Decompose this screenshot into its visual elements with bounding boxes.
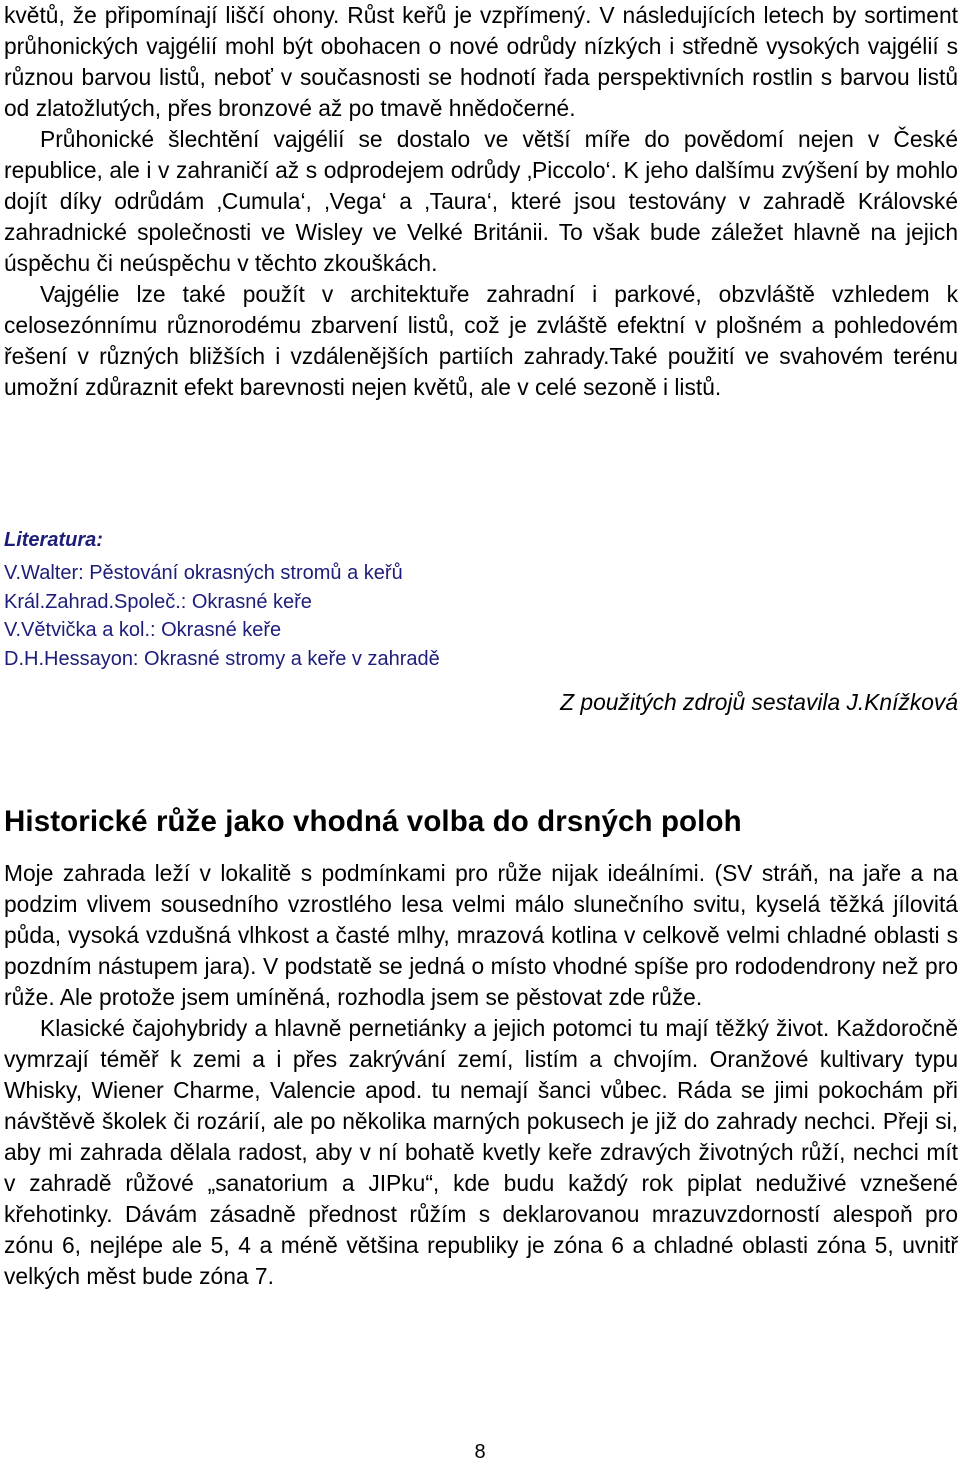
literature-item: D.H.Hessayon: Okrasné stromy a keře v zahradě bbox=[4, 647, 440, 670]
paragraph: květů, že připomínají liščí ohony. Růst keřů je vzpřímený. V následujících letech by sortiment průhonických vajgélií mohl být obohacen o nové odrůdy nízkých i středně vysokých vajgélií s různou barvou listů, neboť v současnosti se hodnotí řada perspektivních rostlin s barvou listů od zlatožlutých, přes bronzové až po tmavě hnědočerné. bbox=[4, 2, 958, 121]
page-number: 8 bbox=[474, 1441, 486, 1463]
literature-heading: Literatura: bbox=[4, 529, 103, 551]
literature-item: V.Větvička a kol.: Okrasné keře bbox=[4, 619, 282, 641]
author-signature: Z použitých zdrojů sestavila J.Knížková bbox=[560, 689, 958, 715]
paragraph: Průhonické šlechtění vajgélií se dostalo ve větší míře do povědomí nejen v České republice, ale i v zahraničí až s odprodejem odrůdy ‚Piccolo‘. K jeho dalšímu zvýšení by mohlo dojít díky odrůdám ‚Cumula‘, ‚Vega‘ a ‚Taura‘, které jsou testovány v zahradě Královské zahradnické společnosti ve Wisley ve Velké Británii. To však bude záležet hlavně na jejich úspěchu či neúspěchu v těchto zkouškách. bbox=[4, 126, 958, 276]
article-vajgelie bbox=[4, 0, 958, 403]
paragraph: Klasické čajohybridy a hlavně pernetiánky a jejich potomci tu mají těžký život. Každoročně vymrzají téměř k zemi a i přes zakrývání zemí, listím a chvojím. Oranžové kultivary typu Whisky, Wiener Charme, Valencie apod. tu nemají šanci vůbec. Ráda se jimi pokochám při návštěvě školek či rozárií, ale po několika marných pokusech je již do zahrady nechci. Přeji si, aby mi zahrada dělala radost, aby v ní bohatě kvetly keře zdravých životných růží, nechci mít v zahradě růžové „sanatorium a JIPku“, kde budu každý rok piplat neduživé vznešené křehotinky. Dávám zásadně přednost růžím s deklarovanou mrazuvzdorností alespoň pro zónu 6, nejlépe ale 5, 4 a méně většina republiky je zóna 6 a chladné oblasti zóna 5, uvnitř velkých měst bude zóna 7. bbox=[4, 1015, 958, 1289]
paragraph: Vajgélie lze také použít v architektuře zahradní i parkové, obzvláště vzhledem k celosezónnímu různorodému zbarvení listů, což je zvláště efektní v plošném a pohledovém řešení v různých bližších i vzdálenějších partiích zahrady.Také použití ve svahovém terénu umožní zdůraznit efekt barevnosti nejen květů, ale v celé sezoně i listů. bbox=[4, 281, 958, 400]
article-historicke-ruze bbox=[4, 858, 958, 1292]
section-title: Historické růže jako vhodná volba do drsných poloh bbox=[4, 805, 742, 838]
literature-item: V.Walter: Pěstování okrasných stromů a keřů bbox=[4, 562, 403, 584]
literature-list bbox=[4, 559, 440, 673]
paragraph: Moje zahrada leží v lokalitě s podmínkami pro růže nijak ideálními. (SV stráň, na jaře a na podzim vlivem sousedního vzrostlého lesa velmi málo slunečního svitu, kyselá těžká jílovitá půda, vysoká vzdušná vlhkost a časté mlhy, mrazová kotlina v celkově velmi chladné oblasti s pozdním nástupem jara). V podstatě se jedná o místo vhodné spíše pro rododendrony než pro růže. Ale protože jsem umíněná, rozhodla jsem se pěstovat zde růže. bbox=[4, 860, 958, 1010]
literature-item: Král.Zahrad.Společ.: Okrasné keře bbox=[4, 590, 312, 613]
